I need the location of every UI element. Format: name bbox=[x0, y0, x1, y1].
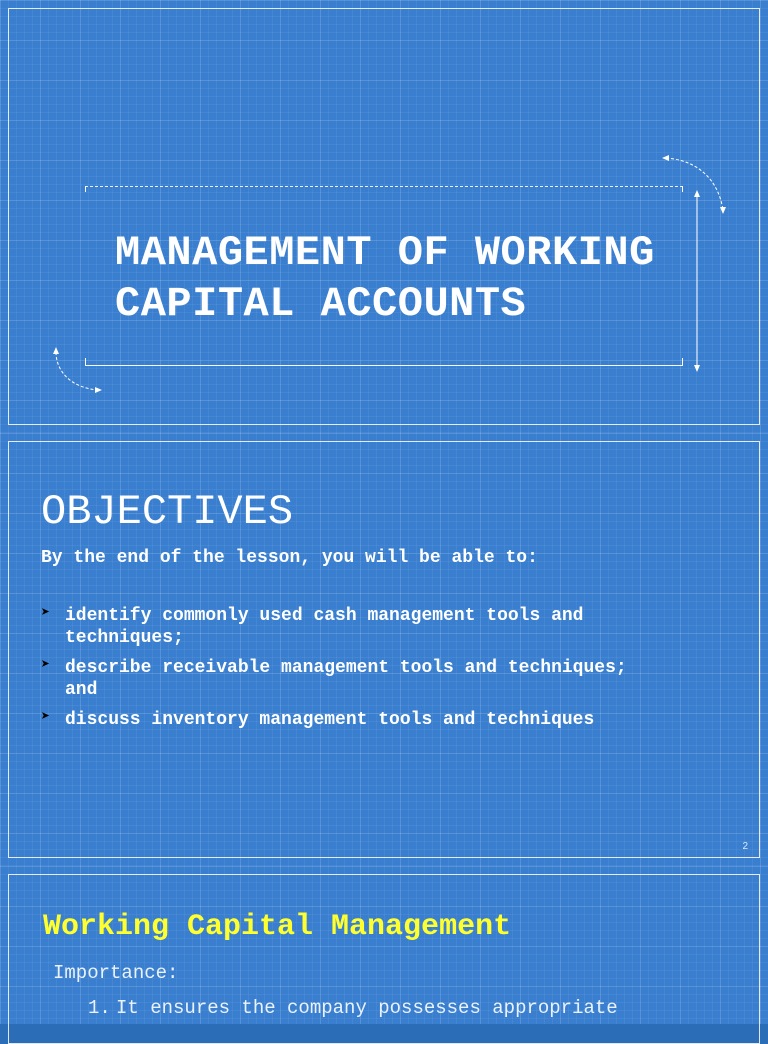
frame-tick bbox=[85, 186, 86, 192]
objective-text: describe receivable management tools and techniques; bbox=[65, 658, 627, 678]
arrowhead-bullet-icon: ➤ bbox=[41, 657, 51, 674]
title-line-1: MANAGEMENT OF WORKING bbox=[115, 229, 655, 277]
item-number: 1. bbox=[88, 997, 111, 1019]
importance-label: Importance: bbox=[53, 962, 179, 984]
objective-text: identify commonly used cash management tools and bbox=[65, 606, 584, 626]
frame-top-dashed-line bbox=[85, 186, 683, 187]
frame-bottom-line bbox=[85, 365, 683, 366]
working-capital-slide bbox=[0, 866, 768, 1024]
arrowhead-bullet-icon: ➤ bbox=[41, 605, 51, 622]
item-text: It ensures the company possesses appropriate bbox=[116, 997, 618, 1019]
arrowhead-bullet-icon: ➤ bbox=[41, 709, 51, 726]
objectives-list bbox=[41, 605, 691, 739]
objective-text: discuss inventory management tools and techniques bbox=[65, 710, 595, 730]
page-number: 2 bbox=[742, 841, 748, 852]
objectives-heading: OBJECTIVES bbox=[41, 488, 294, 536]
curved-arrow-icon bbox=[50, 344, 106, 396]
curved-arrow-icon bbox=[660, 152, 730, 216]
objectives-intro: By the end of the lesson, you will be able to: bbox=[41, 548, 538, 568]
presentation-title bbox=[115, 228, 715, 330]
frame-tick bbox=[682, 358, 683, 366]
objective-item bbox=[41, 605, 691, 649]
objective-text-continued: techniques; bbox=[65, 628, 184, 648]
importance-list bbox=[88, 996, 618, 1020]
objective-item bbox=[41, 657, 691, 701]
slide-title: Working Capital Management bbox=[43, 910, 512, 944]
title-slide bbox=[0, 0, 768, 433]
objective-item bbox=[41, 709, 691, 731]
objectives-slide bbox=[0, 433, 768, 866]
title-line-2: CAPITAL ACCOUNTS bbox=[115, 280, 527, 328]
importance-item bbox=[88, 996, 618, 1020]
objective-text-continued: and bbox=[65, 680, 98, 700]
